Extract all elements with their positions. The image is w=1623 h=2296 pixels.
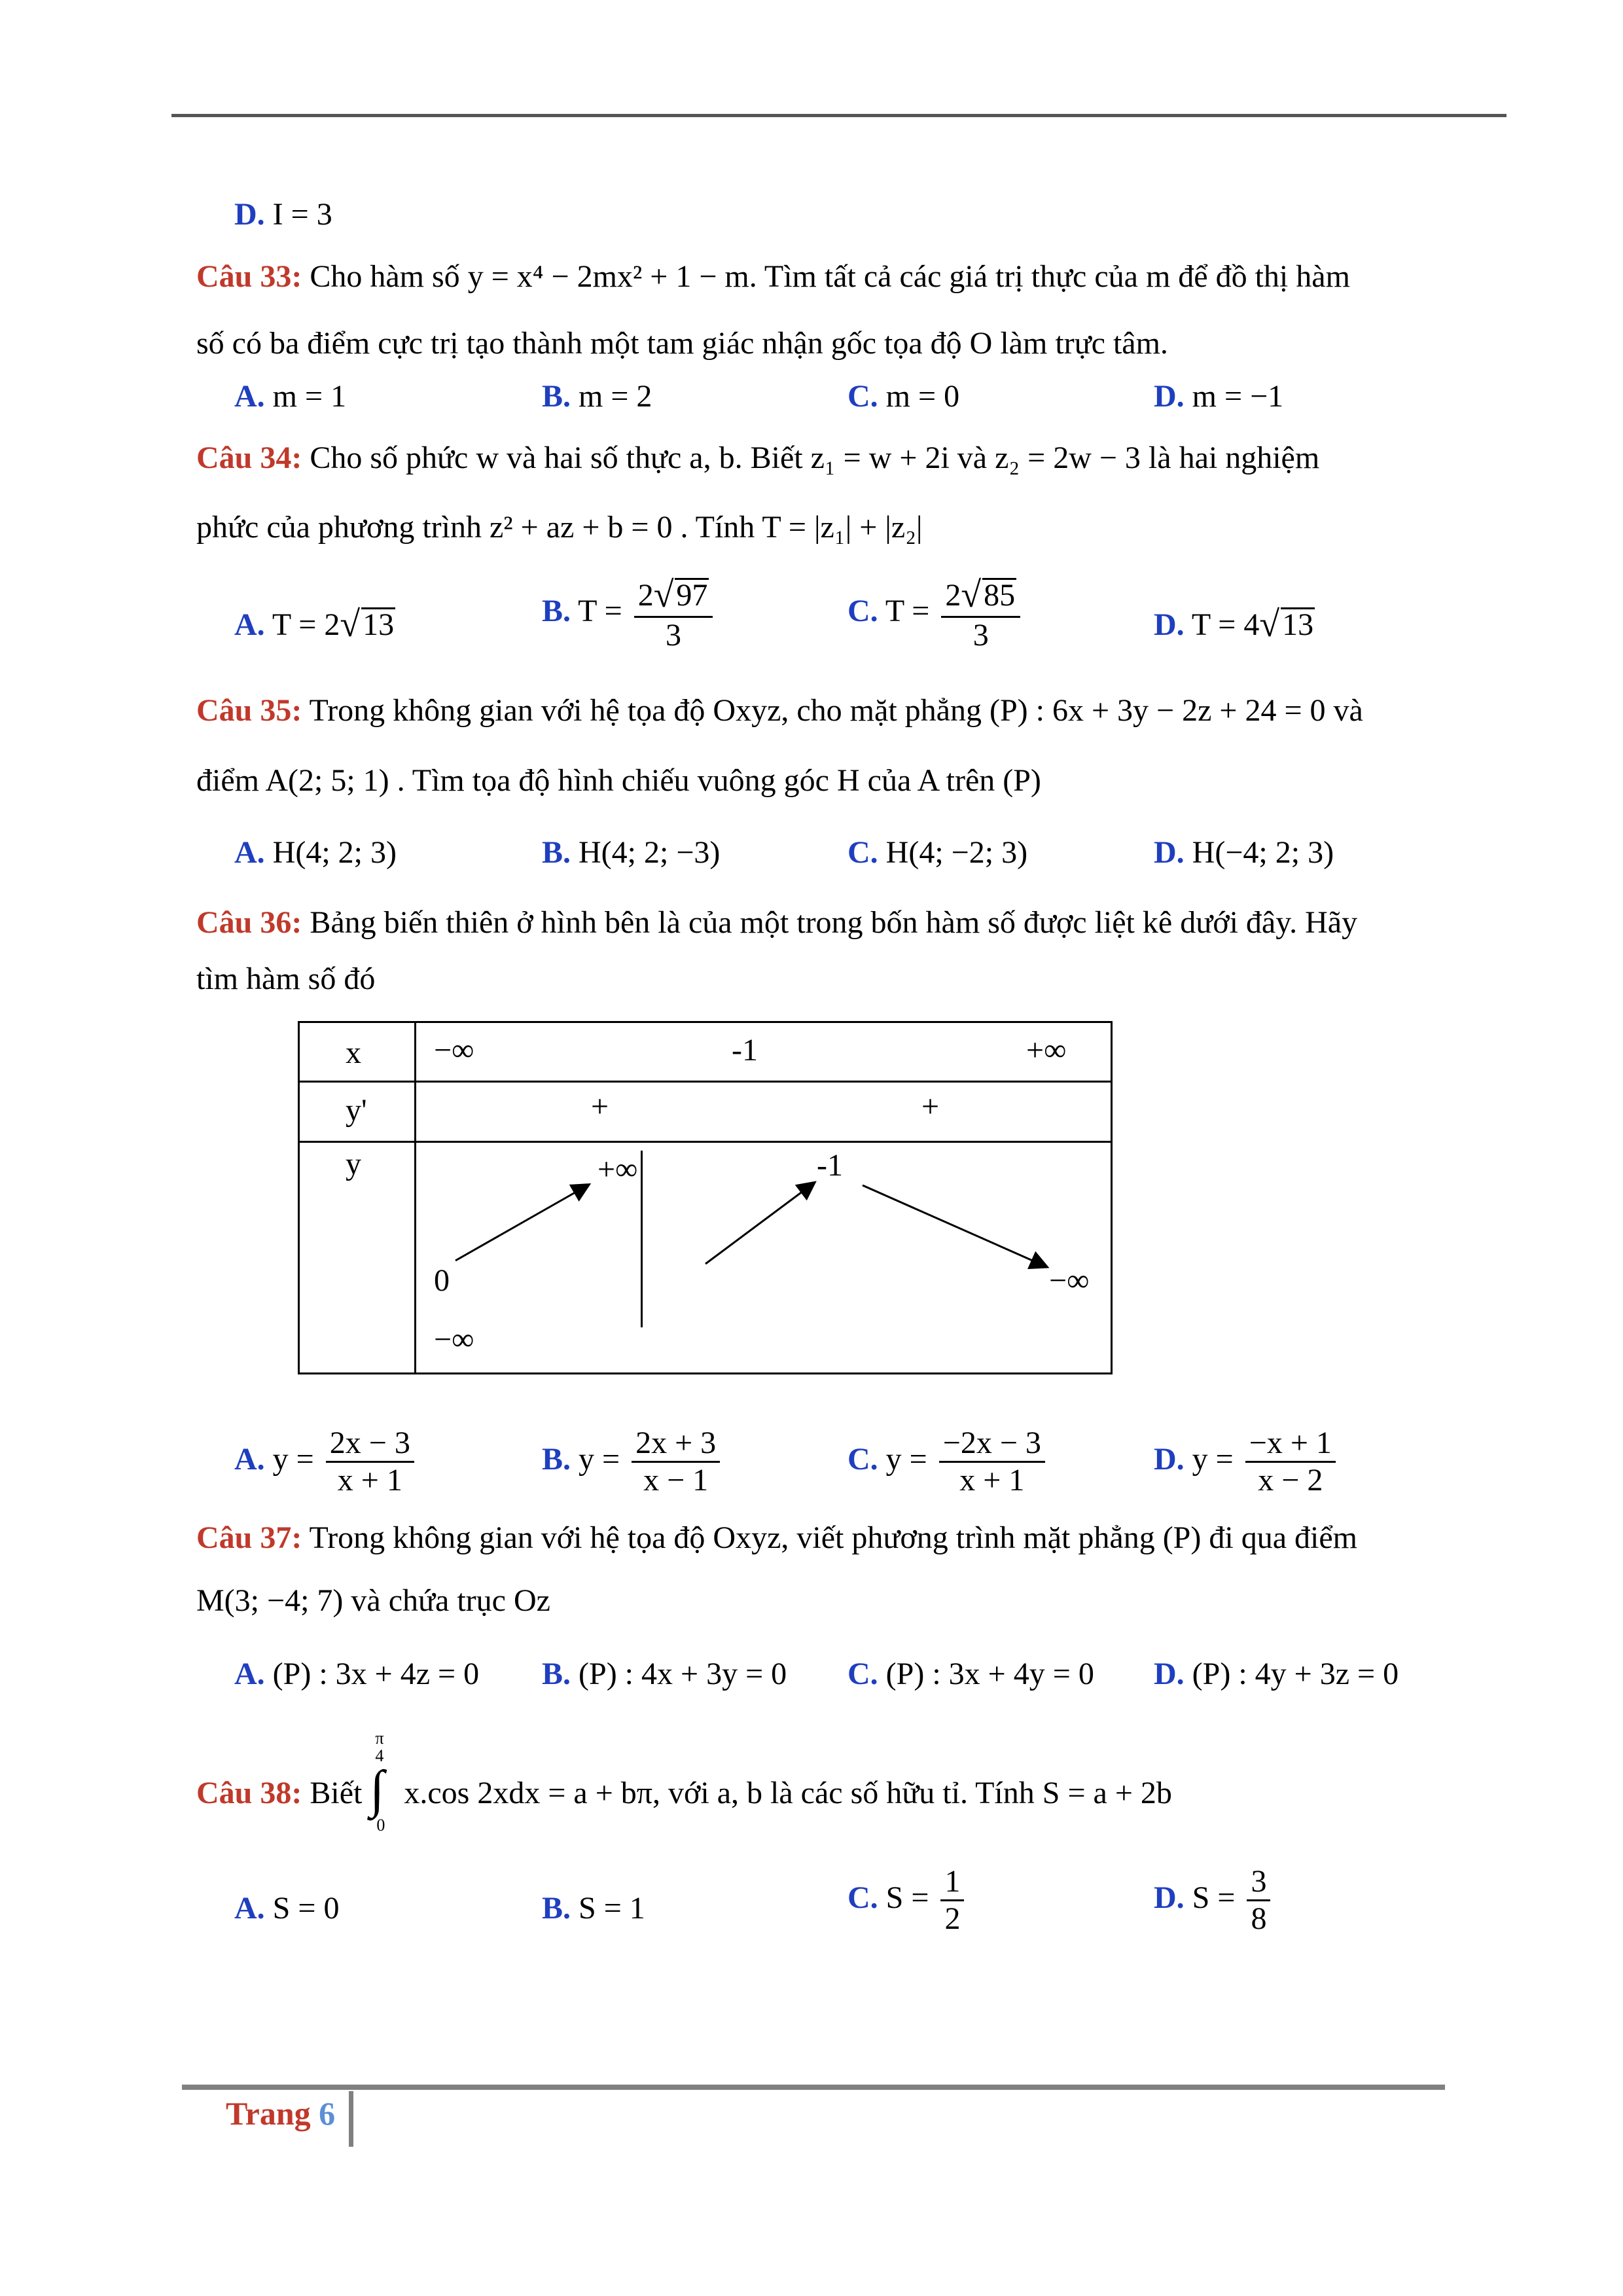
q33-line2: số có ba điểm cực trị tạo thành một tam giác nhận gốc tọa độ O làm trực tâm.	[196, 326, 1168, 361]
q38-option-a[interactable]: A. S = 0	[234, 1891, 340, 1926]
arrow-increase-left	[455, 1185, 588, 1261]
table-yp-right: +	[921, 1089, 940, 1124]
table-y-label: y	[346, 1147, 361, 1181]
q35-option-a[interactable]: A. H(4; 2; 3)	[234, 835, 397, 870]
q36-line2: tìm hàm số đó	[196, 961, 376, 996]
table-yp-label: y'	[346, 1093, 367, 1128]
q35-option-d[interactable]: D. H(−4; 2; 3)	[1154, 835, 1334, 870]
q33-option-d[interactable]: D. m = −1	[1154, 379, 1284, 414]
q33-option-a[interactable]: A. m = 1	[234, 379, 347, 414]
table-yp-left: +	[591, 1089, 609, 1124]
q37-option-b[interactable]: B. (P) : 4x + 3y = 0	[542, 1657, 787, 1691]
q35-option-c[interactable]: C. H(4; −2; 3)	[847, 835, 1028, 870]
table-x-right: +∞	[1026, 1033, 1067, 1067]
page-number: Trang 6	[226, 2095, 336, 2132]
table-y-bottom-right: −∞	[1049, 1263, 1090, 1298]
table-y-top-left: +∞	[597, 1152, 638, 1187]
table-x-label: x	[346, 1035, 361, 1070]
q34-line1: Câu 34: Cho số phức w và hai số thực a, b. Biết z₁ = w + 2i và z₂ = 2w − 3 là hai nghiệm	[196, 440, 1320, 475]
q37-line1: Câu 37: Trong không gian với hệ tọa độ Oxyz, viết phương trình mặt phẳng (P) đi qua điểm	[196, 1520, 1357, 1555]
arrow-decrease-right	[863, 1185, 1046, 1266]
table-x-mid: -1	[732, 1033, 758, 1067]
q33-option-c[interactable]: C. m = 0	[847, 379, 960, 414]
table-arrows	[300, 1023, 1115, 1376]
q38-line: Câu 38: Biết ∫ π 4 0 x.cos 2xdx = a + bπ, với a, b là các số hữu tỉ. Tính S = a + 2b	[196, 1729, 1172, 1835]
table-y-zero: 0	[434, 1263, 450, 1298]
q36-option-a[interactable]: A. y = $\frac{2x - 3}{x + 1}$	[234, 1427, 418, 1498]
q37-option-d[interactable]: D. (P) : 4y + 3z = 0	[1154, 1657, 1399, 1691]
q38-option-b[interactable]: B. S = 1	[542, 1891, 645, 1926]
arrow-increase-right	[705, 1183, 813, 1264]
footer-separator	[349, 2091, 353, 2147]
q38-option-c[interactable]: C. S = $\frac{1}{2}$	[847, 1865, 968, 1936]
prev-option: D. I = 3	[234, 197, 332, 232]
q37-option-c[interactable]: C. (P) : 3x + 4y = 0	[847, 1657, 1094, 1691]
table-x-left: −∞	[434, 1033, 474, 1067]
table-y-top-right: -1	[817, 1148, 843, 1183]
q35-option-b[interactable]: B. H(4; 2; −3)	[542, 835, 721, 870]
q36-option-c[interactable]: C. y = $\frac{-2x - 3}{x + 1}$	[847, 1427, 1049, 1498]
q36-option-b[interactable]: B. y = $\frac{2x + 3}{x - 1}$	[542, 1427, 724, 1498]
q38-option-d[interactable]: D. S = $\frac{3}{8}$	[1154, 1865, 1274, 1936]
q34-option-c[interactable]: C. T = $\frac{2√85}{3}$	[847, 576, 1024, 652]
q34-line2: phức của phương trình z² + az + b = 0 . Tính T = |z₁| + |z₂|	[196, 510, 923, 545]
q36-option-d[interactable]: D. y = $\frac{-x + 1}{x - 2}$	[1154, 1427, 1340, 1498]
q35-line1: Câu 35: Trong không gian với hệ tọa độ Oxyz, cho mặt phẳng (P) : 6x + 3y − 2z + 24 = 0 và	[196, 693, 1363, 728]
q34-option-b[interactable]: B. T = $\frac{2√97}{3}$	[542, 576, 717, 652]
footer-rule	[182, 2085, 1445, 2090]
q35-line2: điểm A(2; 5; 1) . Tìm tọa độ hình chiếu vuông góc H của A trên (P)	[196, 763, 1041, 798]
q37-line2: M(3; −4; 7) và chứa trục Oz	[196, 1583, 550, 1618]
integral-sign: ∫ π 4 0	[370, 1729, 385, 1835]
q36-line1: Câu 36: Bảng biến thiên ở hình bên là của một trong bốn hàm số được liệt kê dưới đây. Hãy	[196, 905, 1358, 940]
q37-option-a[interactable]: A. (P) : 3x + 4z = 0	[234, 1657, 480, 1691]
q34-option-a[interactable]: A. T = 2√13	[234, 604, 395, 645]
q33-option-b[interactable]: B. m = 2	[542, 379, 652, 414]
variation-table	[298, 1021, 1113, 1374]
table-y-bottom-left: −∞	[434, 1322, 474, 1357]
q34-option-d[interactable]: D. T = 4√13	[1154, 604, 1314, 645]
q33-line1: Câu 33: Cho hàm số y = x⁴ − 2mx² + 1 − m. Tìm tất cả các giá trị thực của m để đồ thị hàm	[196, 259, 1350, 294]
header-rule	[171, 114, 1507, 117]
